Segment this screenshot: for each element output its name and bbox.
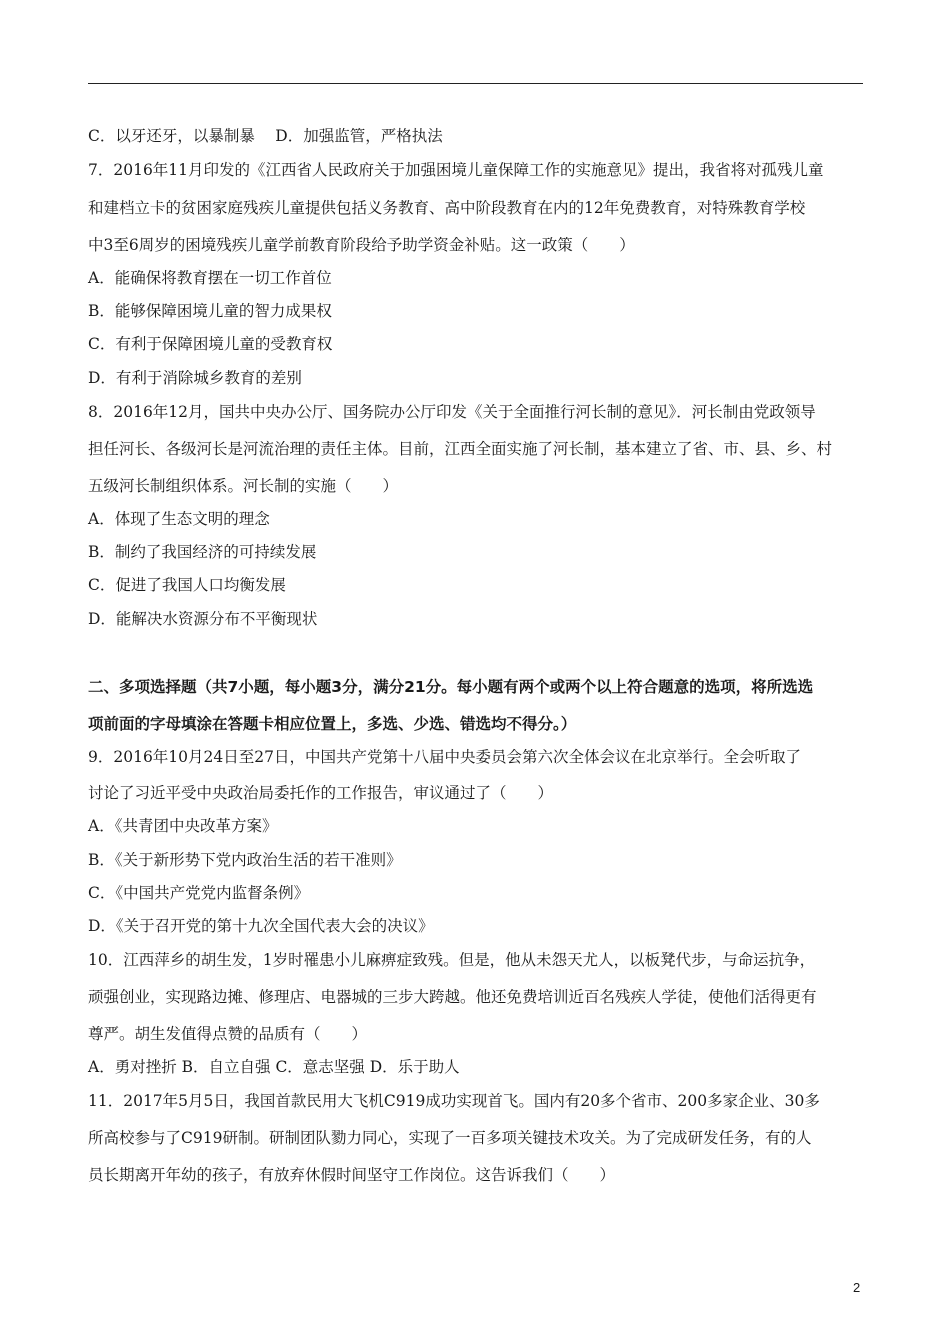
question-11-line-3: 员长期离开年幼的孩子，有放弃休假时间坚守工作岗位。这告诉我们（ ） — [88, 1166, 616, 1184]
question-8-option-c: C．促进了我国人口均衡发展 — [88, 576, 286, 594]
question-8-option-d: D．能解决水资源分布不平衡现状 — [88, 610, 318, 628]
question-8-option-a: A．体现了生态文明的理念 — [88, 510, 270, 528]
question-9-option-a: A．《共青团中央改革方案》 — [88, 817, 278, 835]
question-8-option-b: B．制约了我国经济的可持续发展 — [88, 543, 317, 561]
page-number: 2 — [853, 1280, 861, 1295]
question-9-option-c: C．《中国共产党党内监督条例》 — [88, 884, 310, 902]
question-7-line-2: 和建档立卡的贫困家庭残疾儿童提供包括义务教育、高中阶段教育在内的12年免费教育，对特殊教育学校 — [88, 199, 806, 217]
question-11-line-1: 11．2017年5月5日，我国首款民用大飞机C919成功实现首飞。国内有20多个省市、200多家企业、30多 — [88, 1092, 820, 1110]
question-9-option-d: D．《关于召开党的第十九次全国代表大会的决议》 — [88, 917, 434, 935]
question-9-option-b: B．《关于新形势下党内政治生活的若干准则》 — [88, 851, 402, 869]
question-10-options: A．勇对挫折 B．自立自强 C．意志坚强 D．乐于助人 — [88, 1058, 460, 1076]
section-2-heading-line-2: 项前面的字母填涂在答题卡相应位置上，多选、少选、错选均不得分。） — [88, 715, 577, 733]
question-7-option-d: D．有利于消除城乡教育的差别 — [88, 369, 302, 387]
question-10-line-3: 尊严。胡生发值得点赞的品质有（ ） — [88, 1025, 368, 1043]
section-2-heading-line-1: 二、多项选择题（共7小题，每小题3分，满分21分。每小题有两个或两个以上符合题意的选项，将所选选 — [88, 678, 814, 696]
question-7-line-1: 7．2016年11月印发的《江西省人民政府关于加强困境儿童保障工作的实施意见》提出，我省将对孤残儿童 — [88, 161, 824, 179]
question-9-line-1: 9．2016年10月24日至27日，中国共产党第十八届中央委员会第六次全体会议在北京举行。全会听取了 — [88, 748, 801, 766]
question-10-line-2: 顽强创业，实现路边摊、修理店、电器城的三步大跨越。他还免费培训近百名残疾人学徒，使他们活得更有 — [88, 988, 817, 1006]
question-7-option-a: A．能确保将教育摆在一切工作首位 — [88, 269, 332, 287]
question-10-line-1: 10．江西萍乡的胡生发，1岁时罹患小儿麻痹症致残。但是，他从未怨天尤人，以板凳代步，与命运抗争， — [88, 951, 816, 969]
question-7-option-c: C．有利于保障困境儿童的受教育权 — [88, 335, 333, 353]
question-8-line-2: 担任河长、各级河长是河流治理的责任主体。目前，江西全面实施了河长制，基本建立了省、市、县、乡、村 — [88, 440, 833, 458]
question-7-line-3: 中3至6周岁的困境残疾儿童学前教育阶段给予助学资金补贴。这一政策（ ） — [88, 236, 635, 254]
question-7-option-b: B．能够保障困境儿童的智力成果权 — [88, 302, 332, 320]
question-9-line-2: 讨论了习近平受中央政治局委托作的工作报告，审议通过了（ ） — [88, 784, 554, 802]
option-6c-6d: C．以牙还牙，以暴制暴 D．加强监管，严格执法 — [88, 127, 443, 145]
question-8-line-3: 五级河长制组织体系。河长制的实施（ ） — [88, 477, 399, 495]
header-rule — [88, 83, 863, 84]
question-11-line-2: 所高校参与了C919研制。研制团队勠力同心，实现了一百多项关键技术攻关。为了完成研发任务，有的人 — [88, 1129, 812, 1147]
question-8-line-1: 8．2016年12月，国共中央办公厅、国务院办公厅印发《关于全面推行河长制的意见》．河长制由党政领导 — [88, 403, 816, 421]
